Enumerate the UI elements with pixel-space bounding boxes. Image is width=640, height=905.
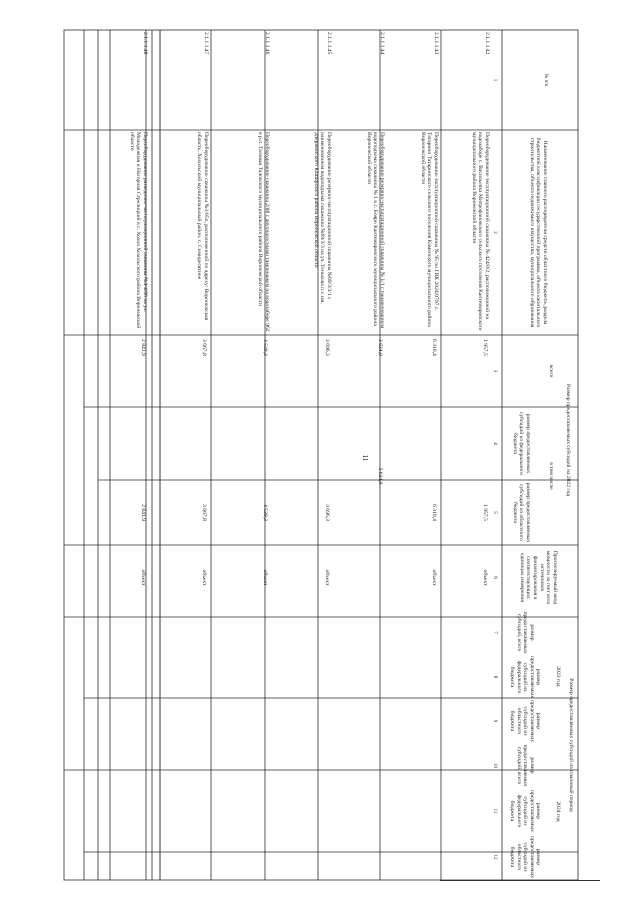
col-number-9: 9 [492,719,498,723]
col-number-10: 10 [492,763,498,768]
row-5-num: 2.1.1.1.46 [264,32,270,55]
rotated-table [64,30,578,880]
row-5-total: 4 539,3 [262,339,268,356]
col-number-1: 1 [492,78,498,82]
row-1-total: 1 957,5 [482,339,488,356]
header-name: Наименование главного распорядителя средств областного бюджета, раздела бюджетной классификации государственной программы, объекта капитального строительства, объекта недвижимого имущества, муниципального образования [528,137,548,328]
col-number-2: 2 [492,231,498,234]
row-1-num: 2.1.1.1.42 [484,32,490,55]
row-2-reg: 6 310,4 [431,504,437,521]
row-6-num: 2.1.1.1.47 [203,32,209,55]
row-2-unit: объект [431,569,437,586]
col-number-8: 8 [492,675,498,679]
header-2024-fed: размер предоставляемых субсидий из федерального бюджета [509,790,542,832]
row-1-unit: объект [482,569,488,586]
header-2024-total: размер предоставляемых субсидий, всего [515,744,535,787]
row-7-num: 2.1.1.1.48 [142,32,148,55]
row-5-reg: 4 539,3 [262,504,268,521]
header-2023-total: размер предоставляемых субсидий, всего [515,611,535,654]
col-number-6: 6 [492,576,498,579]
row-4-num: 2.1.1.1.45 [326,32,332,55]
header-2023: 2023 год [555,666,562,687]
row-2-num: 2.1.1.1.43 [433,32,439,55]
row-1-reg: 1 957,5 [482,504,488,521]
header-total: всего [548,364,555,378]
col-number-11: 11 [492,808,498,814]
row-7-name: Переоборудование разведочно-эксплуатационной скважины №4-4/86 на ул. Молодежная и Нагорная Стрелицкий в с. Хохол Хохольского района Воронежской области [128,132,148,329]
row-7-reg: 2 841,9 [140,504,146,521]
header-incl: в том числе [548,462,555,490]
col-number-4: 4 [492,442,498,445]
row-1-name: Переоборудование эксплуатационной скважины № 424/0/2, расположенной на водозаборе с. Васильевка Митрофановского сельского поселения Кантемировского муниципального района Воронежской области [470,132,490,331]
row-2-name: Переоборудование эксплуатационной скважины № 95 по ГВК 2024/0797 с. Татарино Татаринского сельского поселения Каменского муниципального района Воронежской области [419,132,439,327]
row-6-reg: 3 667,8 [201,504,207,521]
row-6-name: Переоборудование скважины №1/05п, расположенной по адресу: Воронежская область, Хохольский муниципальный район, с. Семидесятное [196,132,209,321]
page-number: 11 [361,454,369,462]
row-3-unit [333,545,386,610]
row-7-total: 2 841,9 [140,339,146,356]
footer-rule [440,880,600,881]
header-subsidy-2022: Размер предоставляемых субсидий на 2022 год [565,383,572,497]
col-number-7: 7 [492,631,498,634]
row-3-reg: 3 634,0 [377,467,383,485]
header-2023-fed: размер предоставляемых субсидий из федерального бюджета [509,656,542,698]
row-5-unit: объект [262,569,268,586]
row-4-reg: 3 696,3 [324,504,330,521]
row-4-unit: объект [324,569,330,586]
header-2023-reg: размер предоставляемых субсидий из областного бюджета [509,700,542,742]
header-planned: Размер предоставляемых субсидий на плановый период [568,678,575,812]
header-2024-reg: размер предоставляемых субсидий из областного бюджета [509,836,542,878]
header-fed: размер предоставляемых субсидий из федерального бюджета [511,411,531,476]
header-capacity: Прогнозируемый ввод мощности за счет всех источников финансирования в соответствующих единицах измерения [518,550,558,605]
row-2-total: 6 310,4 [431,339,437,356]
header-num: № п/п [542,73,548,87]
header-reg: размер предоставляемых субсидий из областного бюджета [511,482,531,543]
row-7-unit: объект [140,569,146,586]
row-4-name: Переоборудование резервно-эксплуатационной скважины №69/3/3/1 с наименованием водоподъема скважины №69/3/3 на ул. Тенькова п.г. им. Дзержинского Каширского района Воронежской области [312,132,332,304]
row-3-name: Переоборудование резервно-эксплуатационной скважины № 1/1 с наименованием водоподъема скважины № 1 в с. Бояро Кантемировского муниципального района Воронежской области [365,132,385,329]
header-2024: 2024 год [555,801,562,822]
col-number-12: 12 [492,854,498,860]
col-number-5: 5 [492,511,498,514]
row-3-total: 3 634,0 [377,339,383,356]
row-6-total: 3 667,8 [201,339,207,356]
row-6-unit: объект [201,569,207,586]
row-4-total: 3 696,3 [324,339,330,356]
col-number-3: 3 [492,369,498,373]
row-5-name: Переоборудование скважины 2/08 с двухнасосными тампонажем на водозаборе 962 в р.п. Таловая Таловского муниципального района Воронежской области [257,132,270,332]
row-3-num: 2.1.1.1.44 [379,32,385,55]
